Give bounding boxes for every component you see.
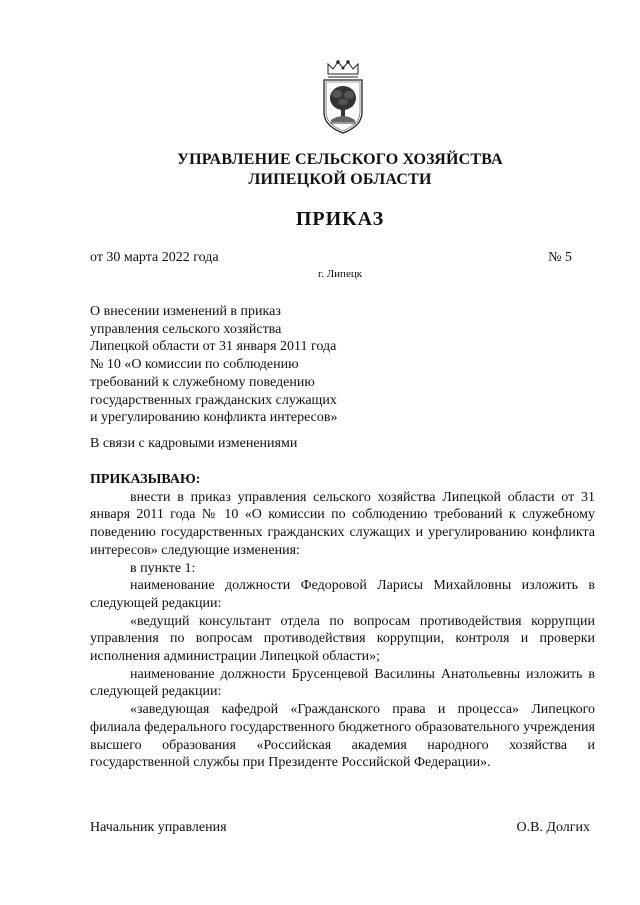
- organization-name-line2: ЛИПЕЦКОЙ ОБЛАСТИ: [248, 171, 432, 188]
- signatory-title: Начальник управления: [90, 820, 227, 835]
- preamble: В связи с кадровыми изменениями: [90, 436, 298, 451]
- subject-line: государственных гражданских служащих: [90, 392, 337, 408]
- order-heading: ПРИКАЗЫВАЮ:: [90, 472, 201, 487]
- subject-line: № 10 «О комиссии по соблюдению: [90, 357, 299, 373]
- order-number: № 5: [548, 250, 572, 265]
- order-date: от 30 марта 2022 года: [90, 250, 219, 265]
- order-paragraph: «заведующая кафедрой «Гражданского права и процесса» Липецкого филиала федерального государственного бюджетного образовательного учреждения высшего образования «Российская академия народного хозяйства и государственной службы при Президенте Российской Федерации».: [90, 702, 595, 771]
- order-paragraph: в пункте 1:: [130, 560, 196, 576]
- subject-line: Липецкой области от 31 января 2011 года: [90, 339, 337, 355]
- document-type-title: ПРИКАЗ: [295, 208, 385, 230]
- subject-line: и урегулированию конфликта интересов»: [90, 410, 338, 426]
- organization-name-line1: УПРАВЛЕНИЕ СЕЛЬСКОГО ХОЗЯЙСТВА: [177, 151, 503, 168]
- subject-line: О внесении изменений в приказ: [90, 304, 281, 319]
- order-paragraph: наименование должности Федоровой Ларисы Михайловны изложить в следующей редакции:: [90, 578, 595, 611]
- order-paragraph: внести в приказ управления сельского хозяйства Липецкой области от 31 января 2011 года № 10 «О комиссии по соблюдению требований к служебному поведению государственных гражданских служащих и урегулированию конфликта интересов» следующие изменения:: [90, 489, 595, 558]
- order-paragraph: наименование должности Брусенцевой Василины Анатольевны изложить в следующей редакции:: [90, 666, 595, 700]
- order-body: [90, 471, 595, 772]
- organization-name: [0, 150, 640, 190]
- subject-line: требований к служебному поведению: [90, 374, 315, 390]
- order-paragraph: «ведущий консультант отдела по вопросам противодействия коррупции управления по вопросам противодействия коррупции, контроля и проверки исполнения администрации Липецкой области»;: [90, 613, 595, 665]
- crown-icon: [328, 61, 358, 77]
- coat-of-arms-icon: [318, 60, 368, 136]
- order-city: г. Липецк: [317, 268, 363, 280]
- subject-line: управления сельского хозяйства: [90, 321, 282, 337]
- signatory-name: О.В. Долгих: [516, 820, 590, 835]
- order-subject: [90, 303, 380, 427]
